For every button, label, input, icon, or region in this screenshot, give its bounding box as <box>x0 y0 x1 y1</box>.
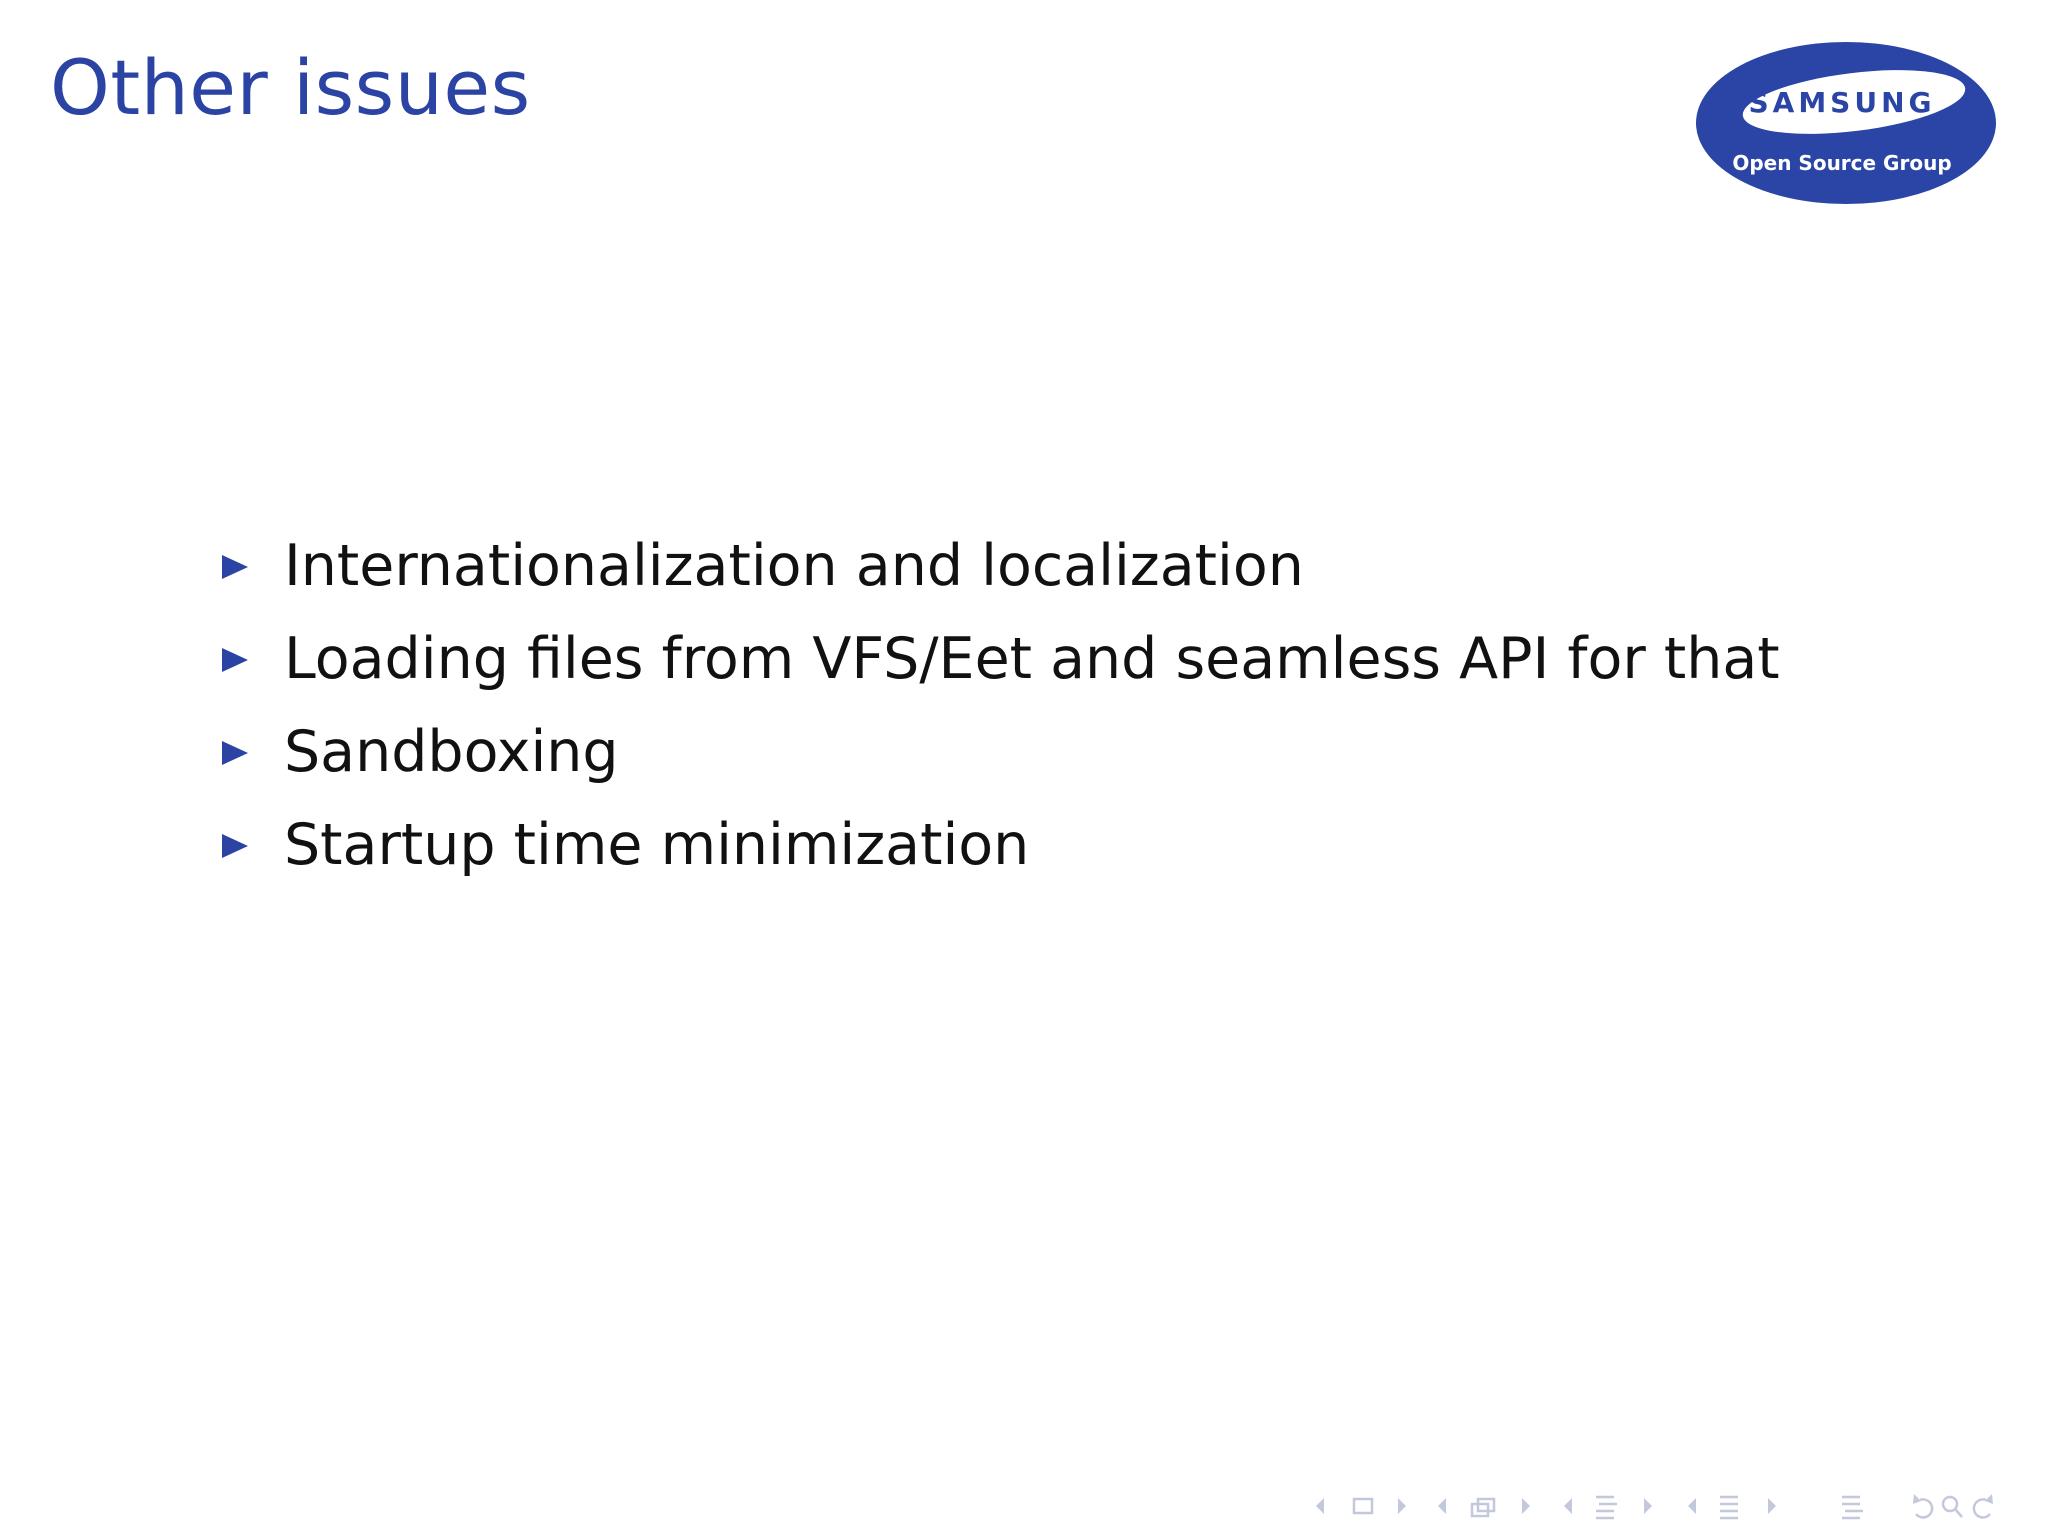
subsection-icon[interactable] <box>1596 1497 1617 1518</box>
list-item <box>220 706 1780 799</box>
svg-text:Open Source Group: Open Source Group <box>1732 151 1952 175</box>
triangle-bullet-icon <box>220 733 284 773</box>
next-frame-icon[interactable] <box>1522 1498 1530 1514</box>
samsung-logo <box>1694 40 1998 206</box>
bullet-list <box>220 520 1780 892</box>
beamer-navigation-bar <box>1310 1488 2030 1524</box>
next-subsection-icon[interactable] <box>1644 1498 1652 1514</box>
triangle-bullet-icon <box>220 826 284 866</box>
forward-icon[interactable] <box>1974 1494 1993 1517</box>
bullet-text: Startup time minimization <box>284 812 1030 878</box>
document-icon[interactable] <box>1842 1497 1863 1518</box>
triangle-bullet-icon <box>220 547 284 587</box>
list-item <box>220 520 1780 613</box>
prev-slide-icon[interactable] <box>1316 1498 1324 1514</box>
next-section-icon[interactable] <box>1768 1498 1776 1514</box>
list-item <box>220 613 1780 706</box>
prev-section-icon[interactable] <box>1688 1498 1696 1514</box>
prev-subsection-icon[interactable] <box>1564 1498 1572 1514</box>
triangle-bullet-icon <box>220 640 284 680</box>
search-icon[interactable] <box>1943 1497 1962 1517</box>
section-icon[interactable] <box>1720 1497 1738 1518</box>
slide-title: Other issues <box>50 43 531 132</box>
back-icon[interactable] <box>1913 1494 1932 1517</box>
next-slide-icon[interactable] <box>1398 1498 1406 1514</box>
slide-icon[interactable] <box>1354 1499 1372 1513</box>
frame-icon[interactable] <box>1472 1499 1494 1516</box>
bullet-text: Internationalization and localization <box>284 533 1304 599</box>
prev-frame-icon[interactable] <box>1438 1498 1446 1514</box>
bullet-text: Loading files from VFS/Eet and seamless API for that <box>284 626 1780 692</box>
svg-text:SAMSUNG: SAMSUNG <box>1748 86 1936 119</box>
bullet-text: Sandboxing <box>284 719 619 785</box>
list-item <box>220 799 1780 892</box>
